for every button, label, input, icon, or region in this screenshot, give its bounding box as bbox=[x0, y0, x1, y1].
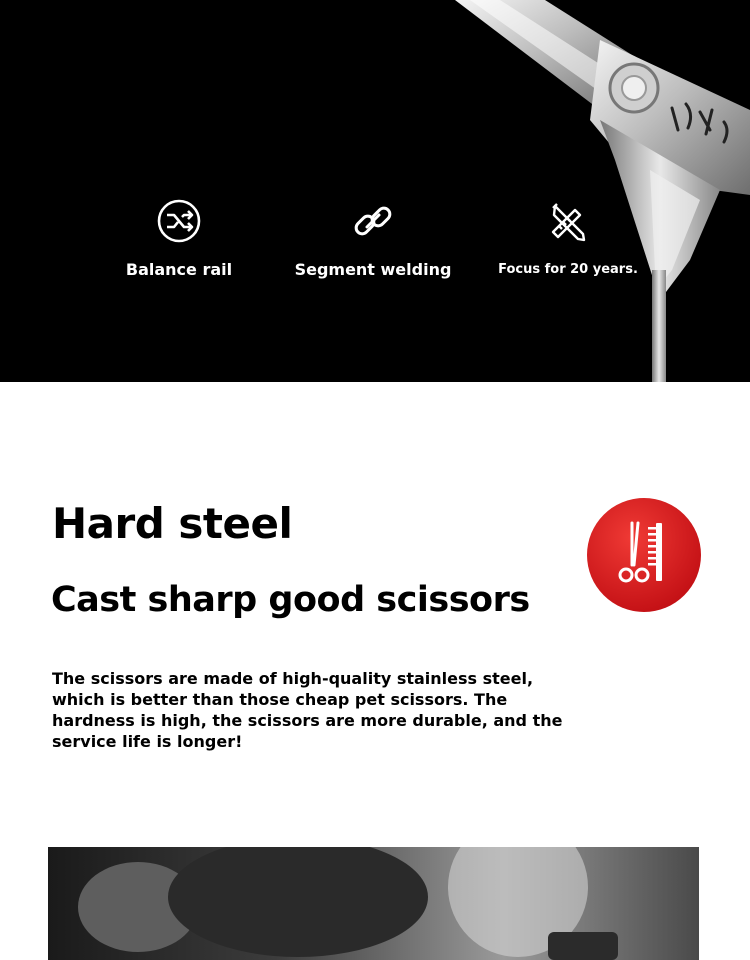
scissors-comb-icon bbox=[586, 497, 702, 613]
feature-segment-welding bbox=[273, 198, 473, 280]
hero-banner bbox=[0, 0, 750, 382]
pencil-ruler-icon bbox=[545, 198, 591, 244]
section-description: The scissors are made of high-quality stainless steel, which is better than those cheap pet scissors. The hardness is high, the scissors are more durable, and the service life is longer! bbox=[52, 669, 563, 751]
feature-label: Balance rail bbox=[125, 260, 233, 279]
shuffle-icon bbox=[156, 198, 202, 244]
feature-label: Segment welding bbox=[294, 260, 452, 279]
section-subtitle: Cast sharp good scissors bbox=[51, 580, 530, 620]
feature-label: Focus for 20 years. bbox=[498, 262, 638, 277]
feature-balance-rail bbox=[79, 198, 279, 280]
chain-link-icon bbox=[350, 198, 396, 244]
section-title: Hard steel bbox=[52, 499, 293, 548]
forging-photo bbox=[48, 847, 699, 960]
scissors-product-image bbox=[0, 0, 750, 382]
feature-focus-years bbox=[468, 198, 668, 280]
